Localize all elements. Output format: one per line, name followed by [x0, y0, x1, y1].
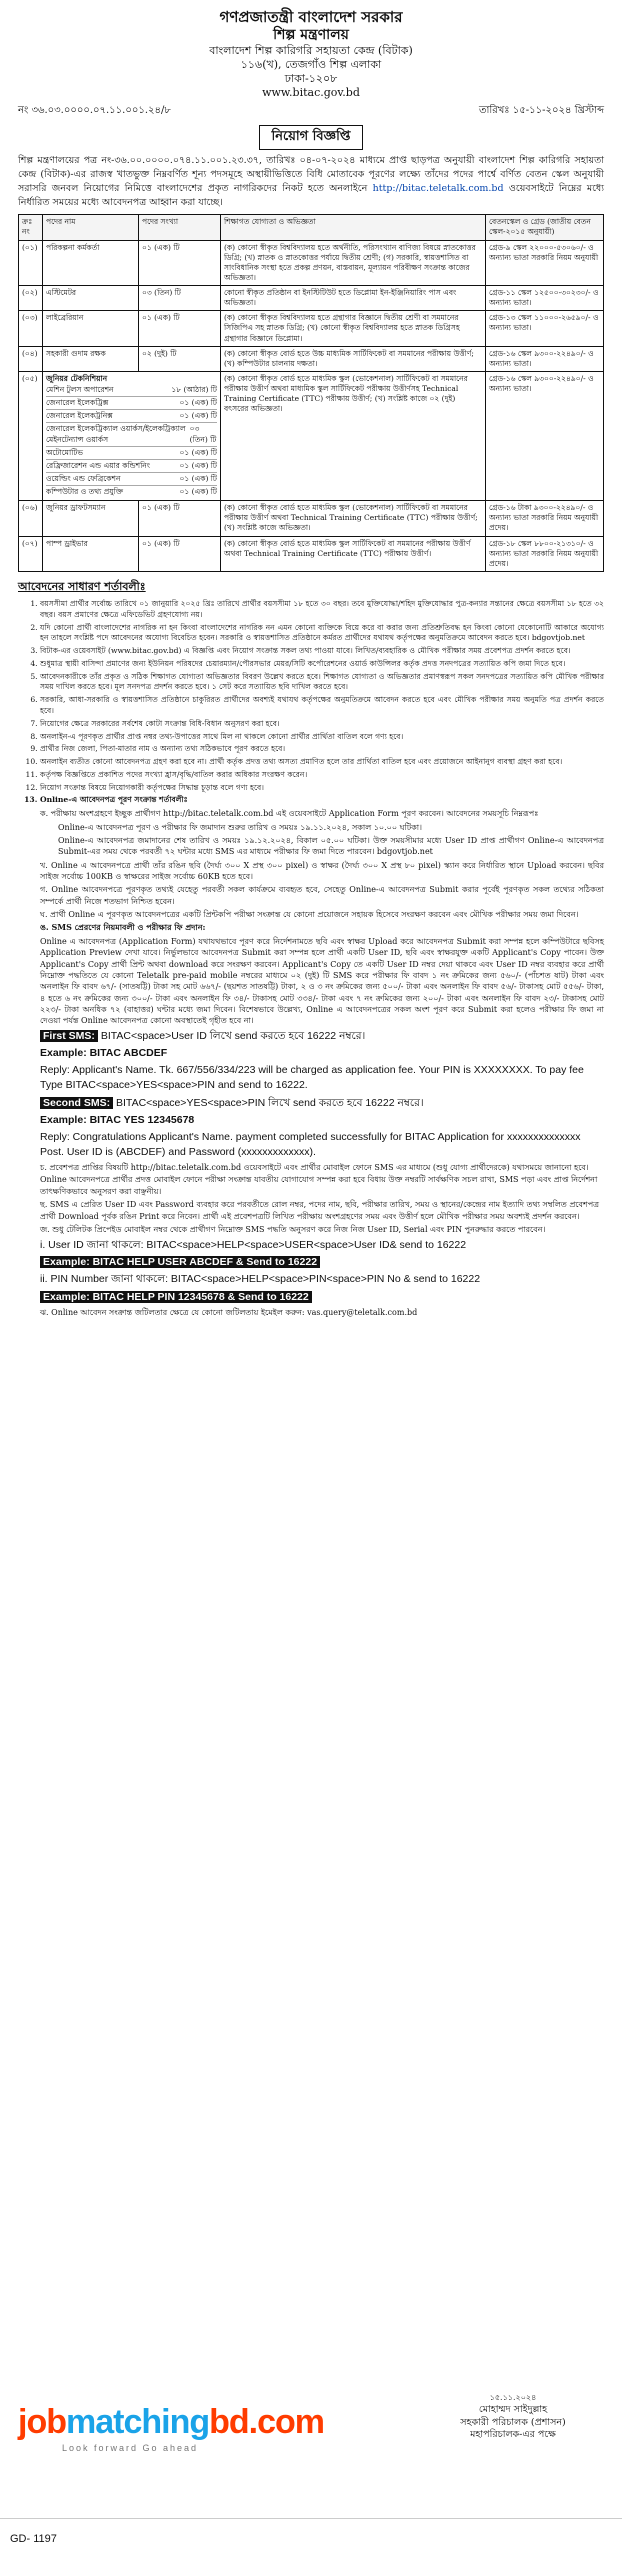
- rule-item: 4. শুধুমাত্র স্থায়ী বাসিন্দা প্রমাণের জন্য ইউনিয়ন পরিষদের চেয়ারম্যান/পৌরসভার মেয়র/সিটি কর্পোরেশনের ওয়ার্ড কাউন্সিলর কর্তৃক প্রদত্ত সনদপত্রের সত্যায়িত কপি জমা দিতে হবে।: [40, 659, 604, 670]
- rule-item: 7. নিয়োগের ক্ষেত্রে সরকারের সর্বশেষ কোটা সংক্রান্ত বিধি-বিধান অনুসরণ করা হবে।: [40, 719, 604, 730]
- row-scale: গ্রেড-১৬ টাকা ৯৩০০-২২৪৯০/- ও অন্যান্য ভাতা সরকারি নিয়ম অনুযায়ী প্রদেয়।: [486, 501, 604, 536]
- header-qualification: শিক্ষাগত যোগ্যতা ও অভিজ্ঞতা: [221, 215, 486, 240]
- row-scale: গ্রেড-১৬ স্কেল ৯৩০০-২২৪৯০/- ও অন্যান্য ভাতা।: [486, 346, 604, 371]
- rule-item: 8. অনলাইন-এ পূরণকৃত প্রার্থীর প্রাপ্ত নম্বর তথ্য-উপাত্তের সাথে মিল না থাকলে কোনো প্রার্থীর প্রার্থিতা বাতিল বলে গণ্য হবে।: [40, 732, 604, 743]
- sub-post: [46, 460, 217, 473]
- center-name: বাংলাদেশ শিল্প কারিগরি সহায়তা কেন্দ্র (বিটাক): [209, 44, 413, 58]
- memo-number: নং ৩৬.০৩.০০০০.০৭.১১.০০১.২৪/৮: [18, 105, 171, 117]
- rule-item: 2. যদি কোনো প্রার্থী বাংলাদেশের নাগরিক না হন কিংবা বাংলাদেশের নাগরিক নন এমন কোনো ব্যক্তিকে বিয়ে করে বা করার জন্য প্রতিশ্রুতিবদ্ধ হন কিংবা কোনো যেকোনোটি আকারে অযোগ্য হন তাহলে সংশ্লিষ্ট পদে আবেদনের অযোগ্য বিবেচিত হবেন। সরকারি ও স্বায়ত্তশাসিত প্রতিষ্ঠানে কর্মরত প্রার্থীদের যথাযথ কর্তৃপক্ষের অনুমতিক্রমে আবেদন করতে হবে। bdgovtjob.net: [40, 623, 604, 645]
- signatory-for: মহাপরিচালক-এর পক্ষে: [470, 2429, 556, 2441]
- row-count: ০১ (এক) টি: [139, 536, 221, 571]
- online-b: খ. Online এ আবেদনপত্রে প্রার্থী তাঁর রঙিন ছবি (দৈর্ঘ্য ৩০০ X প্রস্থ ৩০০ pixel) ও স্বাক্ষর (দৈর্ঘ্য ৩০০ X প্রস্থ ৮০ pixel) স্ক্যান করে নির্ধারিত স্থানে Upload করবেন। ছবির সাইজ সর্বোচ্চ 100KB ও স্বাক্ষরের সাইজ সর্বোচ্চ 60KB হতে হবে।: [40, 860, 604, 882]
- sub-post: [46, 397, 217, 410]
- sub-post: [46, 384, 217, 397]
- header-post: পদের নাম: [43, 215, 139, 240]
- notice-title-box: [18, 125, 604, 150]
- first-sms-example: Example: BITAC ABCDEF: [40, 1046, 168, 1059]
- row-post: সহকারী গুদাম রক্ষক: [43, 346, 139, 371]
- reply-2: Reply: Congratulations Applicant's Name. payment completed successfully for BITAC Application for xxxxxxxxxxxxxx Post. User ID is (ABCDEF) and Password (xxxxxxxxxxxxx).: [40, 1131, 581, 1159]
- row-count: ০১ (এক) টি: [139, 311, 221, 346]
- row-qualification: কোনো স্বীকৃত প্রতিষ্ঠান বা ইনস্টিটিউট হতে ডিপ্লোমা ইন-ইঞ্জিনিয়ারিং পাস এবং অভিজ্ঞতা।: [221, 286, 486, 311]
- second-sms-label: Second SMS:: [40, 1097, 113, 1109]
- row-sl: (০৪): [19, 346, 43, 371]
- intro-paragraph: [18, 154, 604, 209]
- row-count: ০২ (দুই) টি: [139, 346, 221, 371]
- online-d: ঘ. প্রার্থী Online এ পূরণকৃত আবেদনপত্রের একটি প্রিন্টকপি পরীক্ষা সংক্রান্ত যে কোনো প্রয়োজনে সহায়ক হিসেবে সংরক্ষণ করবেন এবং মৌখিক পরীক্ষার সময় জমা দিবেন।: [40, 910, 579, 920]
- row-post: জুনিয়র ড্রাফটসম্যান: [43, 501, 139, 536]
- first-sms: [40, 1029, 604, 1044]
- memo-date: তারিখঃ ১৫-১১-২০২৪ খ্রিস্টাব্দ: [478, 105, 604, 117]
- row-qualification: (ক) কোনো স্বীকৃত বোর্ড হতে মাধ্যমিক স্কুল সার্টিফিকেট বা সমমানের পরীক্ষায় উত্তীর্ণ অথবা Technical Training Certificate (TTC) পরীক্ষায় উত্তীর্ণ।: [221, 536, 486, 571]
- row-sl: (০৩): [19, 311, 43, 346]
- sub-post-name: জেনারেল ইলেকট্রিক্স: [46, 398, 109, 408]
- table-header-row: [19, 215, 604, 240]
- rule-item: 12. নিয়োগ সংক্রান্ত বিষয়ে নিয়োগকারী কর্তৃপক্ষের সিদ্ধান্ত চূড়ান্ত বলে গণ্য হবে।: [40, 783, 604, 794]
- second-sms-example: Example: BITAC YES 12345678: [40, 1113, 195, 1126]
- signatory-name: মোহাম্মদ সাইদুল্লাহ: [478, 2403, 548, 2415]
- second-sms: [40, 1096, 604, 1111]
- rule-item: 6. সরকারি, আধা-সরকারি ও স্বায়ত্তশাসিত প্রতিষ্ঠানে চাকুরিরত প্রার্থীদের অবশ্যই যথাযথ কর্তৃপক্ষের অনুমতিক্রমে আবেদন করতে হবে এবং মৌখিক পরীক্ষার সময় অনুমতি পত্র প্রদর্শন করতে হবে।: [40, 695, 604, 717]
- table-row: [19, 371, 604, 500]
- sub-post-count: ০১ (এক) টি: [179, 447, 217, 457]
- row-count: ০১ (এক) টি: [139, 240, 221, 286]
- rule-item: 1. বয়সসীমা প্রার্থীর সর্বোচ্চ তারিখে ০১ জানুয়ারি ২০২৫ খ্রিঃ তারিখে প্রার্থীর বয়সসীমা ১৮ হতে ৩০ বছর। তবে মুক্তিযোদ্ধা/শহিদ মুক্তিযোদ্ধার পুত্র-কন্যার সন্তানের ক্ষেত্রে বয়সসীমা ১৮ হতে ৩২ বছর। বয়স প্রমাণের ক্ষেত্রে এফিডেভিট গ্রহণযোগ্য নয়।: [40, 599, 604, 621]
- website[interactable]: www.bitac.gov.bd: [262, 85, 360, 99]
- sms-instructions: [18, 1029, 604, 1319]
- online-a1: Online-এ আবেদনপত্র পূরণ ও পরীক্ষার ফি জমাদান শুরুর তারিখ ও সময়ঃ ১৯.১১.২০২৪, সকাল ১০.০০ ঘটিকা।: [58, 822, 422, 832]
- rule-item: 5. আবেদনকারীকে তাঁর প্রকৃত ও সঠিক শিক্ষাগত যোগ্যতা অভিজ্ঞতার বিবরণ উল্লেখ করতে হবে। শিক্ষাগত যোগ্যতা ও অভিজ্ঞতার প্রমাণস্বরূপ সকল সনদপত্রের সত্যায়িত কপি মৌখিক পরীক্ষার সময় দাখিল করতে হবে। মূল সনদপত্র প্রদর্শন করতে হবে। ১ সেট করে সত্যায়িত ছবি দাখিল করতে হবে।: [40, 672, 604, 694]
- sub-post-count: ০৩ (তিন) টি: [189, 424, 217, 444]
- rule-item: 9. প্রার্থীর নিজ জেলা, পিতা-মাতার নাম ও অন্যান্য তথ্য সঠিকভাবে পূরণ করতে হবে।: [40, 744, 604, 755]
- row-count: ০১ (এক) টি: [139, 501, 221, 536]
- lost-pin-example: [40, 1290, 604, 1305]
- sub-post: [46, 447, 217, 460]
- sub-post-count: ০১ (এক) টি: [179, 398, 217, 408]
- government-name: গণপ্রজাতন্ত্রী বাংলাদেশ সরকার: [219, 8, 403, 26]
- row-qualification: (ক) কোনো স্বীকৃত বোর্ড হতে উচ্চ মাধ্যমিক সার্টিফিকেট বা সমমানের পরীক্ষায় উত্তীর্ণ; (খ) কম্পিউটার চালনায় দক্ষতা।: [221, 346, 486, 371]
- table-row: [19, 536, 604, 571]
- sub-post: [46, 423, 217, 446]
- row-sl: (০৬): [19, 501, 43, 536]
- help-email-para: ঝ. Online আবেদন সংক্রান্ত জটিলতার ক্ষেত্রে যে কোনো জটিলতায় ইমেইল করুন: vas.query@teletalk.com.bd: [40, 1307, 418, 1317]
- city: ঢাকা-১২০৮: [284, 71, 338, 85]
- gd-code: GD- 1197: [10, 2533, 57, 2545]
- sub-post: [46, 410, 217, 423]
- row-qualification: (ক) কোনো স্বীকৃত বিশ্ববিদ্যালয় হতে গ্রন্থাগার বিজ্ঞানে দ্বিতীয় শ্রেণী বা সমমানের সিজিপিএ সহ স্নাতক ডিগ্রি; (খ) কোনো স্বীকৃত বিশ্ববিদ্যালয় হতে স্নাতক ডিগ্রিসহ গ্রন্থাগার বিজ্ঞানে ডিপ্লোমা।: [221, 311, 486, 346]
- header-count: পদের সংখ্যা: [139, 215, 221, 240]
- admit-card-para: চ. প্রবেশপত্র প্রাপ্তির বিষয়টি http://bitac.teletalk.com.bd ওয়েবসাইটে এবং প্রার্থীর মোবাইল ফোনে SMS এর মাধ্যমে (শুধু যোগ্য প্রার্থীদেরকে) যথাসময়ে জানানো হবে। Online আবেদনপত্রে প্রার্থীর প্রদত্ত মোবাইল ফোনে পরীক্ষা সংক্রান্ত যাবতীয় যোগাযোগ সম্পন্ন করা হবে বিধায় উক্ত নম্বরটি সার্বক্ষণিক সচল রাখা, SMS পড়া এবং প্রাপ্ত নির্দেশনা তাৎক্ষণিকভাবে অনুসরণ করা বাঞ্ছনীয়।: [40, 1163, 598, 1196]
- header-sl: ক্রঃ নং: [19, 215, 43, 240]
- table-row: [19, 346, 604, 371]
- address: ১১৬(খ), তেজগাঁও শিল্প এলাকা: [240, 58, 382, 71]
- row-qualification: (ক) কোনো স্বীকৃত বিশ্ববিদ্যালয় হতে অর্থনীতি, পরিসংখ্যান বাণিজ্য বিষয়ে স্নাতকোত্তর ডিগ্রি; (খ) স্নাতক ও স্নাতকোত্তর পর্যায়ে দ্বিতীয় শ্রেণী; (গ) সরকারি, স্বায়ত্তশাসিত বা সাংবিধানিক সংস্থা হতে প্রকল্প প্রণয়ন, বাস্তবায়ন, মূল্যায়ন পরিবীক্ষণ সংক্রান্ত কাজের অভিজ্ঞতা।: [221, 240, 486, 286]
- row-post: লাইব্রেরিয়ান: [43, 311, 139, 346]
- intro-tail: ওয়েবসাইটে নিম্নের মধ্যে নির্ধারিত সময়ের মধ্যে আবেদনপত্র আহ্বান করা যাচ্ছে।: [18, 182, 604, 208]
- posts-table: [18, 214, 604, 572]
- online-instructions: [18, 808, 604, 1026]
- row-scale: গ্রেড-১৬ স্কেল ৯৩০০-২২৪৯০/- ও অন্যান্য ভাতা।: [486, 371, 604, 500]
- row-post: জুনিয়র টেকনিশিয়ান: [46, 373, 108, 383]
- sub-post: [46, 473, 217, 486]
- logo-matching: matching: [65, 2403, 210, 2441]
- footer: [0, 2518, 622, 2560]
- table-row: [19, 286, 604, 311]
- rule-item: 11. কর্তৃপক্ষ বিজ্ঞপ্তিতে প্রকাশিত পদের সংখ্যা হ্রাস/বৃদ্ধি/বাতিল করার অধিকার সংরক্ষণ করেন।: [40, 770, 604, 781]
- sub-post-name: জেনারেল ইলেকট্রনিক্স: [46, 411, 113, 421]
- memo-line: [18, 103, 604, 120]
- table-row: [19, 501, 604, 536]
- row-post: এস্টিমেটর: [43, 286, 139, 311]
- row-scale: গ্রেড-১১ স্কেল ১২৫০০-৩০২৩০/- ও অন্যান্য ভাতা।: [486, 286, 604, 311]
- second-sms-cmd: BITAC<space>YES<space>PIN লিখে send করতে হবে 16222 নম্বরে।: [116, 1096, 424, 1109]
- sub-post: [46, 486, 217, 498]
- table-row: [19, 240, 604, 286]
- sub-post-count: ০১ (এক) টি: [179, 473, 217, 483]
- logo-tagline: Look forward Go ahead: [62, 2443, 199, 2453]
- row-scale: গ্রেড-১৩ স্কেল ১১০০০-২৬৫৯০/- ও অন্যান্য ভাতা।: [486, 311, 604, 346]
- sub-post-name: মেশিন টুলস অপারেশন: [46, 385, 114, 395]
- sub-post-name: ওয়েল্ডিং এন্ড ফেব্রিকেশন: [46, 473, 121, 483]
- download-para: ছ. SMS এ প্রেরিত User ID এবং Password ব্যবহার করে পরবর্তীতে রোল নম্বর, পদের নাম, ছবি, পরীক্ষার তারিখ, সময় ও স্থানের/কেন্দ্রের নাম ইত্যাদি তথ্য সম্বলিত প্রবেশপত্র প্রার্থী Download পূর্বক রঙিন Print করে নিবেন। প্রার্থী এই প্রবেশপত্রটি লিখিত পরীক্ষায় অংশগ্রহণের সময় এবং উত্তীর্ণ হলে মৌখিক পরীক্ষার সময় অবশ্যই প্রদর্শন করবেন।: [40, 1200, 600, 1221]
- reply-1: Reply: Applicant's Name. Tk. 667/556/334/223 will be charged as application fee. Your PIN is XXXXXXXX. To pay fee Type BITAC<space>YES<space>PIN and send to 16222.: [40, 1064, 584, 1092]
- signature-date: ১৫.১১.২০২৪: [489, 2393, 537, 2402]
- row-post-sublist: [43, 371, 221, 500]
- row-scale: গ্রেড-১৮ স্কেল ৮৮০০-২১৩১০/- ও অন্যান্য ভাতা সরকারি নিয়ম অনুযায়ী প্রদেয়।: [486, 536, 604, 571]
- row-post: পাম্প ড্রাইভার: [43, 536, 139, 571]
- header-scale: বেতনস্কেল ও গ্রেড (জাতীয় বেতন স্কেল-২০১৫ অনুযায়ী): [486, 215, 604, 240]
- online-e: Online এ আবেদনপত্র (Application Form) যথাযথভাবে পূরণ করে নির্দেশনামতে ছবি এবং স্বাক্ষর Upload করে আবেদনপত্র Submit করা সম্পন্ন হলে কম্পিউটারে ছবিসহ Application Preview দেখা যাবে। নির্ভুলভাবে আবেদনপত্র Submit করা সম্পন্ন হলে প্রার্থী একটি User ID, ছবি এবং স্বাক্ষরযুক্ত একটি Applicant's Copy পাবেন। উক্ত Applicant's Copy প্রার্থী প্রিন্ট অথবা download করে সংরক্ষণ করবেন। Applicant's Copy তে একটি User ID নম্বর দেয়া থাকবে এবং User ID নম্বর ব্যবহার করে প্রার্থী নিম্নোক্ত পদ্ধতিতে যে কোনো Teletalk pre-paid mobile নম্বরের মাধ্যমে ০২ (দুই) টি SMS করে পরীক্ষার ফি বাবদ ১ নং ক্রমিকের জন্য ৫৬০/- (পাঁচশত ষাট) টাকা এবং অনলাইন ফি বাবদ ৬৭/- (সাতষট্টি) টাকা সহ মোট ৬৬৭/- (ছয়শত সাতষট্টি) টাকা, ২ ও ৩ নং ক্রমিকের জন্য ৫০০/- টাকা এবং অনলাইন ফি বাবদ ৫৬/- টাকাসহ মোট ৫৫৬/- টাকা, ৪ হতে ৬ নং ক্রমিকের জন্য ৩০০/- টাকা এবং অনলাইন ফি ৩৪/- টাকাসহ মোট ৩৩৪/- টাকা এবং ৭ নং ক্রমিকের জন্য ২০০/- টাকা এবং অনলাইন ফি বাবদ ২৩/- টাকাসহ মোট ২২৩/- টাকা অনধিক ৭২ (বাহাত্তর) ঘন্টার মধ্যে জমা দিবেন। বিশেষভাবে উল্লেখ্য, Online এ আবেদনপত্রের সকল অংশ পূরণ করে Submit করা হলেও পরীক্ষার ফি জমা না দেওয়া পর্যন্ত Online আবেদনপত্র কোনো অবস্থাতেই গৃহীত হবে না।: [40, 936, 604, 1026]
- rule-item: 13. Online-এ আবেদনপত্র পূরণ সংক্রান্ত শর্তাবলীঃ: [40, 795, 604, 806]
- row-qualification: (ক) কোনো স্বীকৃত বোর্ড হতে মাধ্যমিক স্কুল (ভোকেশনাল) সার্টিফিকেট বা সমমানের পরীক্ষায় উত্তীর্ণ অথবা মাধ্যমিক স্কুল সার্টিফিকেট পরীক্ষায় উত্তীর্ণসহ Technical Training Certificate (TTC) পরীক্ষায় উত্তীর্ণ; (খ) সংশ্লিষ্ট কাজে ০২ (দুই) বৎসরের অভিজ্ঞতা।: [221, 371, 486, 500]
- online-a2: Online-এ আবেদনপত্র জমাদানের শেষ তারিখ ও সময়ঃ ১৯.১২.২০২৪, বিকাল ০৫.০০ ঘটিকা। উক্ত সময়সীমার মধ্যে User ID প্রাপ্ত প্রার্থীগণ Online-এ আবেদনপত্র Submit-এর সময় থেকে পরবর্তী ৭২ ঘন্টার মধ্যে SMS এর মাধ্যমে পরীক্ষার ফি জমা দিতে পারবেন। bdgovtjob.net: [58, 835, 604, 857]
- notice-title: নিয়োগ বিজ্ঞপ্তি: [259, 125, 364, 150]
- logo-bd: bd.com: [209, 2403, 325, 2441]
- lost-user-id-example: [40, 1255, 604, 1270]
- table-row: [19, 311, 604, 346]
- first-sms-label: First SMS:: [40, 1030, 98, 1042]
- application-url[interactable]: http://bitac.teletalk.com.bd: [372, 182, 504, 194]
- rules-title: আবেদনের সাধারণ শর্তাবলীঃ: [18, 579, 146, 593]
- signature-area: [18, 2393, 604, 2463]
- lost-user-id-example-text: Example: BITAC HELP USER ABCDEF & Send to 16222: [40, 1256, 320, 1268]
- online-a: ক. পরীক্ষায় অংশগ্রহণে ইচ্ছুক প্রার্থীগণ http://bitac.teletalk.com.bd এই ওয়েবসাইটে Application Form পূরণ করবেন। আবেদনের সময়সূচি নিম্নরূপঃ: [40, 809, 539, 819]
- lost-pin-example-text: Example: BITAC HELP PIN 12345678 & Send to 16222: [40, 1291, 312, 1303]
- row-count: ০৩ (তিন) টি: [139, 286, 221, 311]
- row-qualification: (ক) কোনো স্বীকৃত বোর্ড হতে মাধ্যমিক স্কুল (ভোকেশনাল) সার্টিফিকেট বা সমমানের পরীক্ষায় উত্তীর্ণ অথবা Technical Training Certificate (TTC) পরীক্ষায় উত্তীর্ণ; (খ) সংশ্লিষ্ট কাজে অভিজ্ঞতা।: [221, 501, 486, 536]
- logo-job: job: [18, 2403, 66, 2441]
- sub-post-name: জেনারেল ইলেকট্রিক্যাল ওয়ার্কস/ইলেকট্রিক্যাল মেইনটেন্যান্স ওয়ার্কস: [46, 424, 186, 444]
- online-e-title: ঙ. SMS প্রেরণের নিয়মাবলী ও পরীক্ষার ফি প্রদান:: [40, 922, 206, 933]
- sub-post-count: ০১ (এক) টি: [179, 460, 217, 470]
- jobmatchingbd-logo[interactable]: [18, 2403, 324, 2442]
- signature-block: [428, 2393, 598, 2442]
- row-sl: (০৫): [19, 371, 43, 500]
- signatory-title: সহকারী পরিচালক (প্রশাসন): [460, 2416, 566, 2428]
- letterhead: [18, 8, 604, 99]
- sub-post-count: ০১ (এক) টি: [179, 487, 217, 497]
- ministry-name: শিল্প মন্ত্রণালয়: [273, 26, 349, 43]
- lost-user-id: i. User ID জানা থাকলে: BITAC<space>HELP<space>USER<space>User ID& send to 16222: [40, 1239, 467, 1251]
- intro-text: শিল্প মন্ত্রণালয়ের পত্র নং-৩৬.০০.০০০০.০৭৪.১১.০০১.২৩.৩৭, তারিখঃ ০৪-০৭-২০২৪ মাধ্যমে প্রাপ্ত ছাড়পত্র অনুযায়ী বাংলাদেশ শিল্প কারিগরি সহায়তা কেন্দ্র (বিটাক)-এর রাজস্ব খাতভুক্ত নিম্নবর্ণিত শূন্য পদসমূহে অস্থায়ীভিত্তিতে বিধি মোতাবেক পূরণের লক্ষ্যে তাঁদের পদের পার্শ্বে বর্ণিত বেতন স্কেল অনুযায়ী সরাসরি জনবল নিয়োগের নিমিত্তে বাংলাদেশের প্রকৃত নাগরিকদের নিকট হতে অনলাইনে: [18, 155, 604, 194]
- recovery-para: জ. শুধু টেলিটক প্রিপেইড মোবাইল নম্বর থেকে প্রার্থীগণ নিম্নোক্ত SMS পদ্ধতি অনুসরণ করে নিজ নিজ User ID, Serial এবং PIN পুনরুদ্ধার করতে পারবেন।: [40, 1225, 546, 1235]
- lost-pin: ii. PIN Number জানা থাকলে: BITAC<space>HELP<space>PIN<space>PIN No & send to 16222: [40, 1273, 481, 1286]
- rules-list: [18, 599, 604, 806]
- row-scale: গ্রেড-৯ স্কেল ২২০০০-৫৩০৬০/- ও অন্যান্য ভাতা সরকারি নিয়ম অনুযায়ী: [486, 240, 604, 286]
- sub-post-name: রেফ্রিজারেশন এন্ড এয়ার কন্ডিশনিং: [46, 460, 150, 470]
- sub-post-count: ০১ (এক) টি: [179, 411, 217, 421]
- sub-post-name: কম্পিউটার ও তথ্য প্রযুক্তি: [46, 487, 123, 497]
- row-sl: (০১): [19, 240, 43, 286]
- row-post: পরিকল্পনা কর্মকর্তা: [43, 240, 139, 286]
- sub-post-name: অটোমোটিভ: [46, 447, 83, 457]
- first-sms-cmd: BITAC<space>User ID লিখে send করতে হবে 16222 নম্বরে।: [100, 1029, 366, 1042]
- row-sl: (০২): [19, 286, 43, 311]
- online-c: গ. Online আবেদনপত্রে পূরণকৃত তথ্যই যেহেতু পরবর্তী সকল কার্যক্রমে ব্যবহৃত হবে, সেহেতু Online-এ আবেদনপত্র Submit করার পূর্বেই পূরণকৃত সকল তথ্যের সঠিকতা সম্পর্কে প্রার্থী নিজে শতভাগ নিশ্চিত হবেন।: [40, 885, 604, 906]
- row-sl: (০৭): [19, 536, 43, 571]
- sub-post-count: ১৮ (আঠার) টি: [171, 385, 217, 395]
- rule-item: 10. অনলাইন ব্যতীত কোনো আবেদনপত্র গ্রহণ করা হবে না। প্রার্থী কর্তৃক প্রদত্ত তথ্য অসত্য প্রমাণিত হলে তার প্রার্থিতা বাতিল হবে এবং প্রয়োজনে আইনানুগ ব্যবস্থা গ্রহণ করা হবে।: [40, 757, 604, 768]
- rule-item: 3. বিটাক-এর ওয়েবসাইট (www.bitac.gov.bd) এ বিজ্ঞপ্তি এবং নিয়োগ সংক্রান্ত সকল তথ্য পাওয়া যাবে। লিখিত/ব্যবহারিক ও মৌখিক পরীক্ষার সময় প্রবেশপত্র প্রদর্শন করতে হবে।: [40, 646, 604, 657]
